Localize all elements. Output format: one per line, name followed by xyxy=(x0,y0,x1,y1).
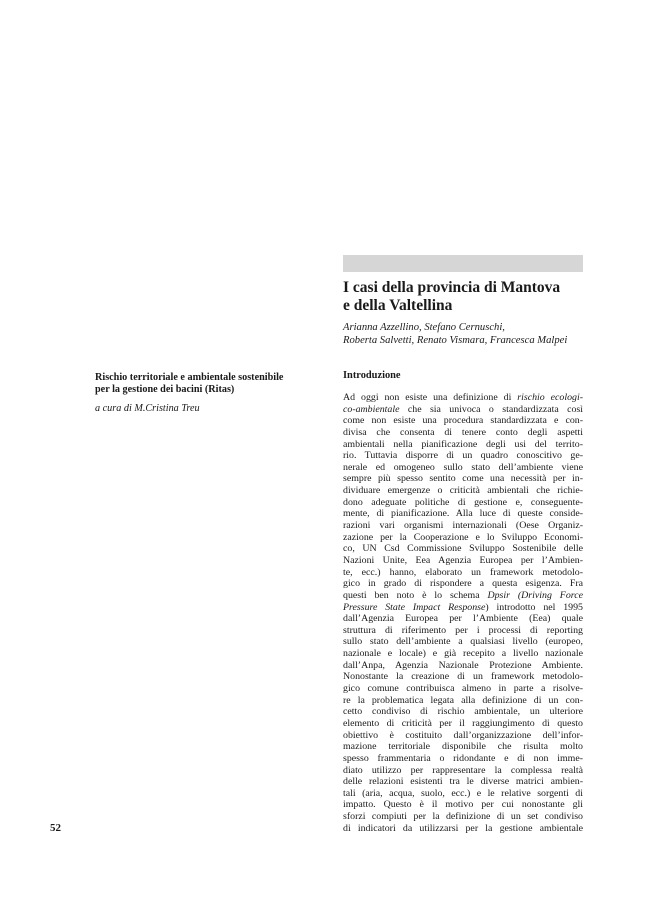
body-line xyxy=(343,823,583,835)
body-line xyxy=(343,660,583,672)
body-line xyxy=(343,811,583,823)
body-line xyxy=(343,602,583,614)
body-line-text: impatto. Questo è il motivo per cui nonostante gli xyxy=(343,799,583,811)
body-line xyxy=(343,636,583,648)
body-line-text: gico comune contribuisca almeno in parte a risolve- xyxy=(343,683,583,695)
body-line-text: ) introdotto nel 1995 xyxy=(485,601,583,613)
body-line-text: dono adeguate politiche di gestione e, conseguente- xyxy=(343,496,583,508)
body-line xyxy=(343,532,583,544)
body-line xyxy=(343,555,583,567)
body-line-text: divisa che consenta di tenere conto degli aspetti xyxy=(343,426,583,438)
section-heading: Introduzione xyxy=(343,370,401,381)
body-line-text: nerale ed omogeneo sullo stato dell’ambiente viene xyxy=(343,461,583,473)
body-line-text: sforzi compiuti per la definizione di un set condiviso xyxy=(343,811,583,823)
body-line xyxy=(343,648,583,660)
body-line-text: te, ecc.) hanno, elaborato un framework metodolo- xyxy=(343,566,583,578)
body-line xyxy=(343,439,583,451)
body-line-italic: Dpsir (Driving Force xyxy=(487,589,583,601)
body-line xyxy=(343,473,583,485)
body-line-text: dividuare emergenze o criticità ambientali che richie- xyxy=(343,485,583,497)
body-line-text: Nazioni Unite, Eea Agenzia Europea per l’Ambien- xyxy=(343,554,583,566)
body-line xyxy=(343,799,583,811)
body-line-text: Nonostante la creazione di un framework metodolo- xyxy=(343,671,583,683)
body-line xyxy=(343,613,583,625)
body-line xyxy=(343,730,583,742)
body-line xyxy=(343,578,583,590)
chapter-authors xyxy=(343,321,593,348)
body-line-text: diato utilizzo per rappresentare la complessa realtà xyxy=(343,764,583,776)
body-line-text: che sia univoca o standardizzata così xyxy=(399,403,583,415)
body-line-text: questi ben noto è lo schema xyxy=(343,589,488,601)
chapter-title-line: I casi della provincia di Mantova xyxy=(343,279,561,296)
body-line xyxy=(343,462,583,474)
author-line: Roberta Salvetti, Renato Vismara, Francesca Malpei xyxy=(343,335,568,347)
body-line-text: nazionale e locale) e già recepito a livello nazionale xyxy=(343,648,583,660)
body-line xyxy=(343,625,583,637)
series-title-line: Rischio territoriale e ambientale sostenibile xyxy=(95,372,284,383)
body-line-text: tali (aria, acqua, suolo, ecc.) e le relative sorgenti di xyxy=(343,787,583,799)
body-line-text: gico in grado di rispondere a questa esigenza. Fra xyxy=(343,578,583,590)
body-line xyxy=(343,497,583,509)
body-line-text: zazione per la Cooperazione e lo Sviluppo Economi- xyxy=(343,531,583,543)
author-line: Arianna Azzellino, Stefano Cernuschi, xyxy=(343,322,505,333)
body-line xyxy=(343,718,583,730)
body-line-text: di indicatori da utilizzarsi per la gestione ambientale xyxy=(343,822,583,834)
body-line-text: elemento di criticità per il raggiungimento di questo xyxy=(343,717,583,729)
page-number: 52 xyxy=(50,822,61,834)
body-line xyxy=(343,765,583,777)
body-line xyxy=(343,485,583,497)
body-line xyxy=(343,427,583,439)
body-line-text: delle relazioni esistenti tra le diverse matrici ambien- xyxy=(343,776,583,788)
body-line xyxy=(343,450,583,462)
chapter-header-bar xyxy=(343,255,583,272)
body-line-italic: Pressure State Impact Response xyxy=(343,601,486,613)
body-line-text: sullo stato dell’ambiente a qualsiasi livello (europeo, xyxy=(343,636,583,648)
body-line xyxy=(343,788,583,800)
body-line-italic: rischio ecologi- xyxy=(517,392,583,403)
body-line-text: obiettivo è costituito dall’organizzazione dell’infor- xyxy=(343,729,583,741)
body-line-text: dall’Anpa, Agenzia Nazionale Protezione Ambiente. xyxy=(343,659,583,671)
body-line xyxy=(343,404,583,416)
body-line-text: rio. Tuttavia disporre di un quadro conoscitivo ge- xyxy=(343,450,583,462)
body-line xyxy=(343,741,583,753)
body-line xyxy=(343,520,583,532)
body-line-text: struttura di riferimento per i processi di reporting xyxy=(343,624,583,636)
body-line-text: ambientali nella pianificazione degli usi del territo- xyxy=(343,438,583,450)
body-line xyxy=(343,567,583,579)
body-line-text: cetto condiviso di rischio ambientale, un ulteriore xyxy=(343,706,583,718)
body-line-italic: co-ambientale xyxy=(343,403,400,415)
body-line xyxy=(343,543,583,555)
body-line-text: re la problematica legata alla definizione di un con- xyxy=(343,694,583,706)
body-line xyxy=(343,753,583,765)
body-line-text: spesso frammentaria o ridondante e di non imme- xyxy=(343,752,583,764)
series-editor: a cura di M.Cristina Treu xyxy=(95,403,200,414)
body-line xyxy=(343,590,583,602)
body-text xyxy=(343,392,583,834)
body-line xyxy=(343,508,583,520)
body-line xyxy=(343,415,583,427)
body-line xyxy=(343,695,583,707)
body-line xyxy=(343,776,583,788)
body-line xyxy=(343,392,583,404)
body-line-text: Ad oggi non esiste una definizione di xyxy=(343,392,518,403)
body-line-text: mente, di pianificazione. Alla luce di queste conside- xyxy=(343,508,583,520)
body-line-text: sempre più spesso sentito come una necessità per in- xyxy=(343,473,583,485)
body-line-text: co, UN Csd Commissione Sviluppo Sostenibile delle xyxy=(343,543,583,555)
body-line xyxy=(343,671,583,683)
body-line xyxy=(343,683,583,695)
body-line-text: dall’Agenzia Europea per l’Ambiente (Eea) quale xyxy=(343,613,583,625)
body-line-text: mazione territoriale disponibile che risulta molto xyxy=(343,741,583,753)
body-line xyxy=(343,706,583,718)
chapter-title-line: e della Valtellina xyxy=(343,297,453,314)
body-line-text: come non esiste una procedura standardizzata e con- xyxy=(343,415,583,427)
series-title xyxy=(95,372,320,395)
body-line-text: razioni vari organismi internazionali (Oese Organiz- xyxy=(343,520,583,532)
series-title-line: per la gestione dei bacini (Ritas) xyxy=(95,383,235,395)
chapter-title xyxy=(343,279,593,315)
